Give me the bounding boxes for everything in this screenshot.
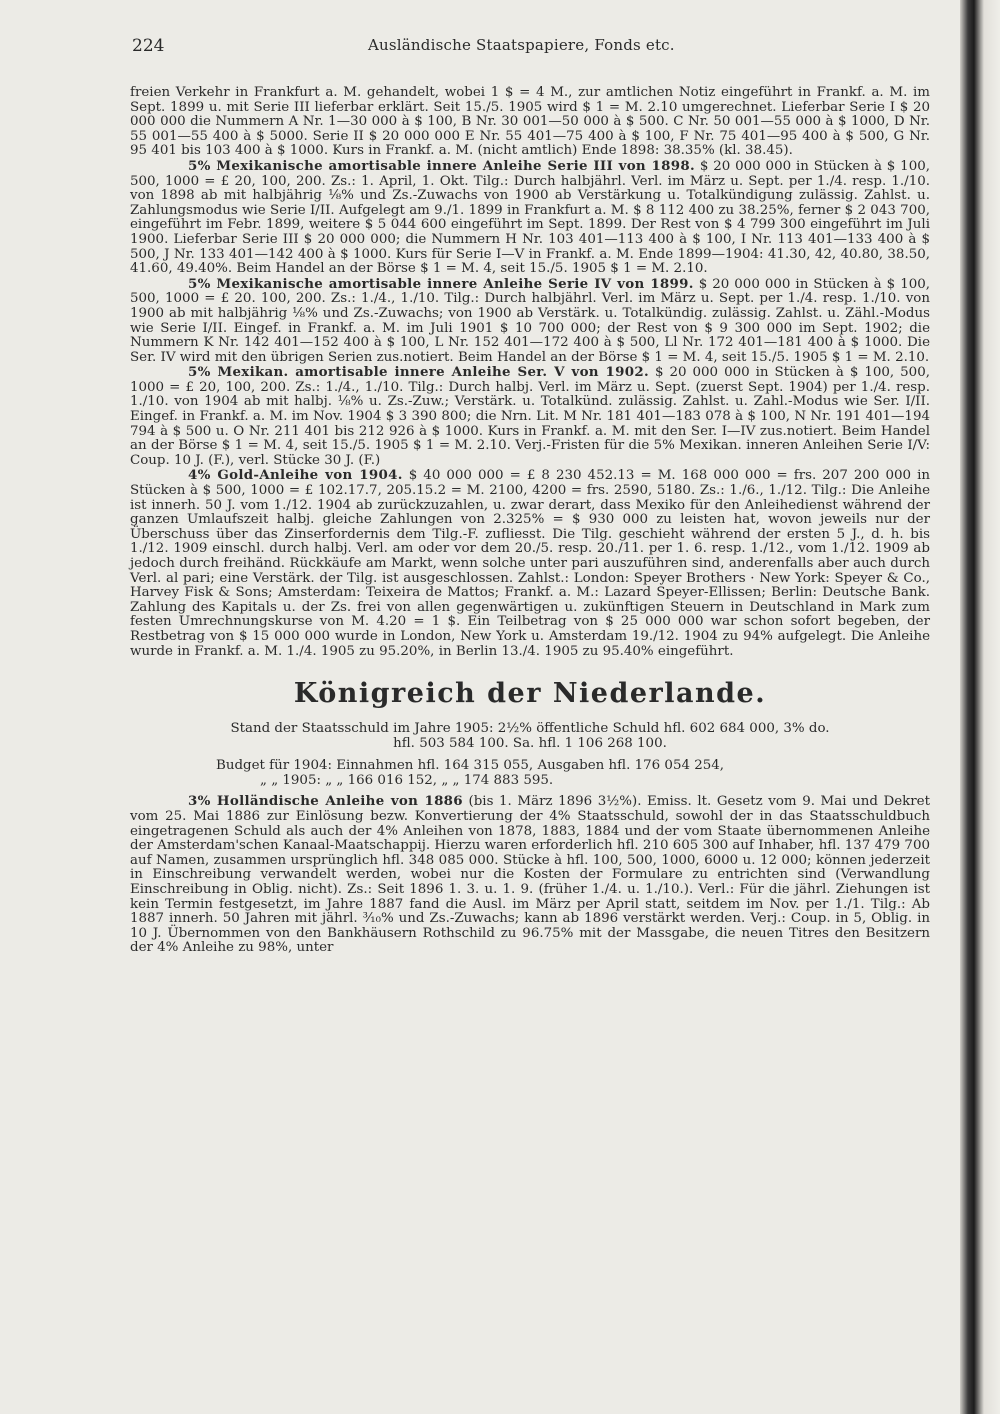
- text-serie-iii: $ 20 000 000 in Stücken à $ 100, 500, 1000 = £ 20, 100, 200. Zs.: 1. April, 1. Okt. Tilg.: Durch halbjährl. Verl. im März u. Sept. per 1./4. resp. 1./10. von 1898 ab mit halbjährig ⅛% und Zs.-Zuwachs von 1900 ab Verstärkung u. Totalkündigung zulässig. Zahlst. u. Zahlungsmodus wie Serie I/II. Aufgelegt am 9./1. 1899 in Frankfurt a. M. $ 8 112 400 zu 38.25%, ferner $ 2 043 700, eingeführt im Febr. 1899, weitere $ 5 044 600 eingeführt im Sept. 1899. Der Rest von $ 4 799 300 eingeführt im Juli 1900. Lieferbar Serie III $ 20 000 000; die Nummern H Nr. 103 401—113 400 à $ 100, I Nr. 113 401—133 400 à $ 500, J Nr. 133 401—142 400 à $ 1000. Kurs für Serie I—V in Frankf. a. M. Ende 1899—1904: 41.30, 42, 40.80, 38.50, 41.60, 49.40%. Beim Handel an der Börse $ 1 = M. 4, seit 15./5. 1905 $ 1 = M. 2.10.: [130, 158, 930, 277]
- heading-hollaendische-anleihe: 3% Holländische Anleihe von 1886: [188, 793, 463, 810]
- text-serie-iv: $ 20 000 000 in Stücken à $ 100, 500, 1000 = £ 20. 100, 200. Zs.: 1./4., 1./10. Tilg.: Durch halbjährl. Verl. im März u. Sept. per 1./4. resp. 1./10. von 1900 ab mit halbjährig ⅛% und Zs.-Zuwachs; von 1900 ab Verstärk. u. Totalkündig. zulässig. Zahlst. u. Zähl.-Modus wie Serie I/II. Eingef. in Frankf. a. M. im Juli 1901 $ 10 700 000; der Rest von $ 9 300 000 im Sept. 1902; die Nummern K Nr. 142 401—152 400 à $ 100, L Nr. 152 401—172 400 à $ 500, Ll Nr. 172 401—181 400 à $ 1000. Die Ser. IV wird mit den übrigen Serien zus.notiert. Beim Handel an der Börse $ 1 = M. 4, seit 15./5. 1905 $ 1 = M. 2.10.: [130, 276, 931, 365]
- section-text-block: [130, 722, 930, 956]
- budget-line-1: Budget für 1904: Einnahmen hfl. 164 315 055, Ausgaben hfl. 176 054 254,: [216, 758, 725, 774]
- paragraph-serie-iv: [130, 277, 930, 366]
- budget-line-2: „ „ 1905: „ „ 166 016 152, „ „ 174 883 595.: [260, 772, 554, 788]
- debt-line-1: Stand der Staatsschuld im Jahre 1905: 2½% öffentliche Schuld hfl. 602 684 000, 3% do.: [230, 721, 830, 736]
- text-serie-v: $ 20 000 000 in Stücken à $ 100, 500, 1000 = £ 20, 100, 200. Zs.: 1./4., 1./10. Tilg.: Durch halbj. Verl. im März u. Sept. (zuerst Sept. 1904) per 1./4. resp. 1./10. von 1904 ab mit halbj. ⅛% u. Zs.-Zuw.; Verstärk. u. Totalkünd. zulässig. Zahlst. u. Zahl.-Modus wie Ser. I/II. Eingef. in Frankf. a. M. im Nov. 1904 $ 3 390 800; die Nrn. Lit. M Nr. 181 401—183 078 à $ 100, N Nr. 191 401—194 794 à $ 500 u. O Nr. 211 401 bis 212 926 à $ 1000. Kurs in Frankf. a. M. mit den Ser. I—IV zus.notiert. Beim Handel an der Börse $ 1 = M. 4, seit 15./5. 1905 $ 1 = M. 2.10. Verj.-Fristen für die 5% Mexikan. inneren Anleihen Serie I/V: Coup. 10 J. (F.), verl. Stücke 30 J. (F.): [130, 365, 930, 468]
- running-title: Ausländische Staatspapiere, Fonds etc.: [368, 36, 675, 54]
- page-number: 224: [132, 36, 165, 56]
- book-gutter-edge: [960, 0, 1000, 1414]
- text-hollaendische-anleihe: (bis 1. März 1896 3½%). Emiss. lt. Gesetz vom 9. Mai und Dekret vom 25. Mai 1886 zur Einlösung bezw. Konvertierung der 4% Staatsschuld, sowohl der in das Staatsschuldbuch eingetragenen Schuld als auch der 4% Anleihen von 1878, 1883, 1884 und der vom Staate übernommenen Anleihe der Amsterdam'schen Kanaal-Maatschappij. Hierzu waren erforderlich hfl. 210 605 300 auf Inhaber, hfl. 137 479 700 auf Namen, zusammen ursprünglich hfl. 348 085 000. Stücke à hfl. 100, 500, 1000, 6000 u. 12 000; können jederzeit in Einschreibung verwandelt werden, wobei nur die Kosten der Formulare zu entrichten sind (Verwandlung Einschreibung in Oblig. nicht). Zs.: Seit 1896 1. 3. u. 1. 9. (früher 1./4. u. 1./10.). Verl.: Für die jährl. Ziehungen ist kein Termin festgesetzt, im Jahre 1887 fand die Ausl. im März per April statt, seitdem im Nov. per 1./1. Tilg.: Ab 1887 innerh. 50 Jahren mit jährl. ³⁄₁₀% und Zs.-Zuwachs; kann ab 1896 verstärkt werden. Verj.: Coup. in 5, Oblig. in 10 J. Übernommen von den Bankhäusern Rothschild zu 96.75% mit der Massgabe, die neuen Titres den Besitzern der 4% Anleihe zu 98%, unter: [130, 794, 930, 956]
- text-gold-anleihe: $ 40 000 000 = £ 8 230 452.13 = M. 168 000 000 = frs. 207 200 000 in Stücken à $ 500, 1000 = £ 102.17.7, 205.15.2 = M. 2100, 4200 = frs. 2590, 5180. Zs.: 1./6., 1./12. Tilg.: Die Anleihe ist innerh. 50 J. vom 1./12. 1904 ab zurückzuzahlen, u. zwar derart, dass Mexiko für den Anleihedienst während der ganzen Umlaufszeit halbj. gleiche Zahlungen von 2.325% = $ 930 000 zu leisten hat, wovon jeweils nur der Überschuss über das Zinserfordernis dem Tilg.-F. zufliesst. Die Tilg. geschieht während der ersten 5 J., d. h. bis 1./12. 1909 einschl. durch halbj. Verl. am oder vor dem 20./5. resp. 20./11. per 1. 6. resp. 1./12., vom 1./12. 1909 ab jedoch durch freihänd. Rückkäufe am Markt, wenn solche unter pari auszuführen sind, anderenfalls aber auch durch Verl. al pari; eine Verstärk. der Tilg. ist ausgeschlossen. Zahlst.: London: Speyer Brothers · New York: Speyer & Co., Harvey Fisk & Sons; Amsterdam: Teixeira de Mattos; Frankf. a. M.: Lazard Speyer-Ellissen; Berlin: Deutsche Bank. Zahlung des Kapitals u. der Zs. frei von allen gegenwärtigen u. zukünftigen Steuern in Deutschland in Mark zum festen Umrechnungskurse von M. 4.20 = 1 $. Ein Teilbetrag von $ 25 000 000 war schon sofort begeben, der Restbetrag von $ 15 000 000 wurde in London, New York u. Amsterdam 19./12. 1904 zu 94% aufgelegt. Die Anleihe wurde in Frankf. a. M. 1./4. 1905 zu 95.20%, in Berlin 13./4. 1905 zu 95.40% eingeführt.: [130, 468, 930, 659]
- heading-serie-iv: 5% Mexikanische amortisable innere Anleihe Serie IV von 1899.: [188, 275, 694, 292]
- page-header: [132, 36, 952, 60]
- paragraph-gold-anleihe: [130, 468, 930, 659]
- section-title: Königreich der Niederlande.: [293, 678, 767, 709]
- paragraph-serie-v: [130, 365, 930, 468]
- top-text-block: [130, 86, 930, 659]
- paragraph-continuation: freien Verkehr in Frankfurt a. M. gehandelt, wobei 1 $ = 4 M., zur amtlichen Notiz eingeführt in Frankf. a. M. im Sept. 1899 u. mit Serie III lieferbar erklärt. Seit 15./5. 1905 wird $ 1 = M. 2.10 umgerechnet. Lieferbar Serie I $ 20 000 000 die Nummern A Nr. 1—30 000 à $ 100, B Nr. 30 001—50 000 à $ 500. C Nr. 50 001—55 000 à $ 1000, D Nr. 55 001—55 400 à $ 5000. Serie II $ 20 000 000 E Nr. 55 401—75 400 à $ 100, F Nr. 75 401—95 400 à $ 500, G Nr. 95 401 bis 103 400 à $ 1000. Kurs in Frankf. a. M. (nicht amtlich) Ende 1898: 38.35% (kl. 38.45).: [130, 85, 930, 159]
- heading-gold-anleihe: 4% Gold-Anleihe von 1904.: [188, 467, 403, 484]
- paragraph-hollaendische-anleihe: [130, 794, 930, 956]
- debt-line-2: hfl. 503 584 100. Sa. hfl. 1 106 268 100.: [393, 735, 667, 751]
- paragraph-serie-iii: [130, 159, 930, 277]
- heading-serie-iii: 5% Mexikanische amortisable innere Anleihe Serie III von 1898.: [188, 157, 695, 174]
- heading-serie-v: 5% Mexikan. amortisable innere Anleihe Ser. V von 1902.: [188, 364, 649, 381]
